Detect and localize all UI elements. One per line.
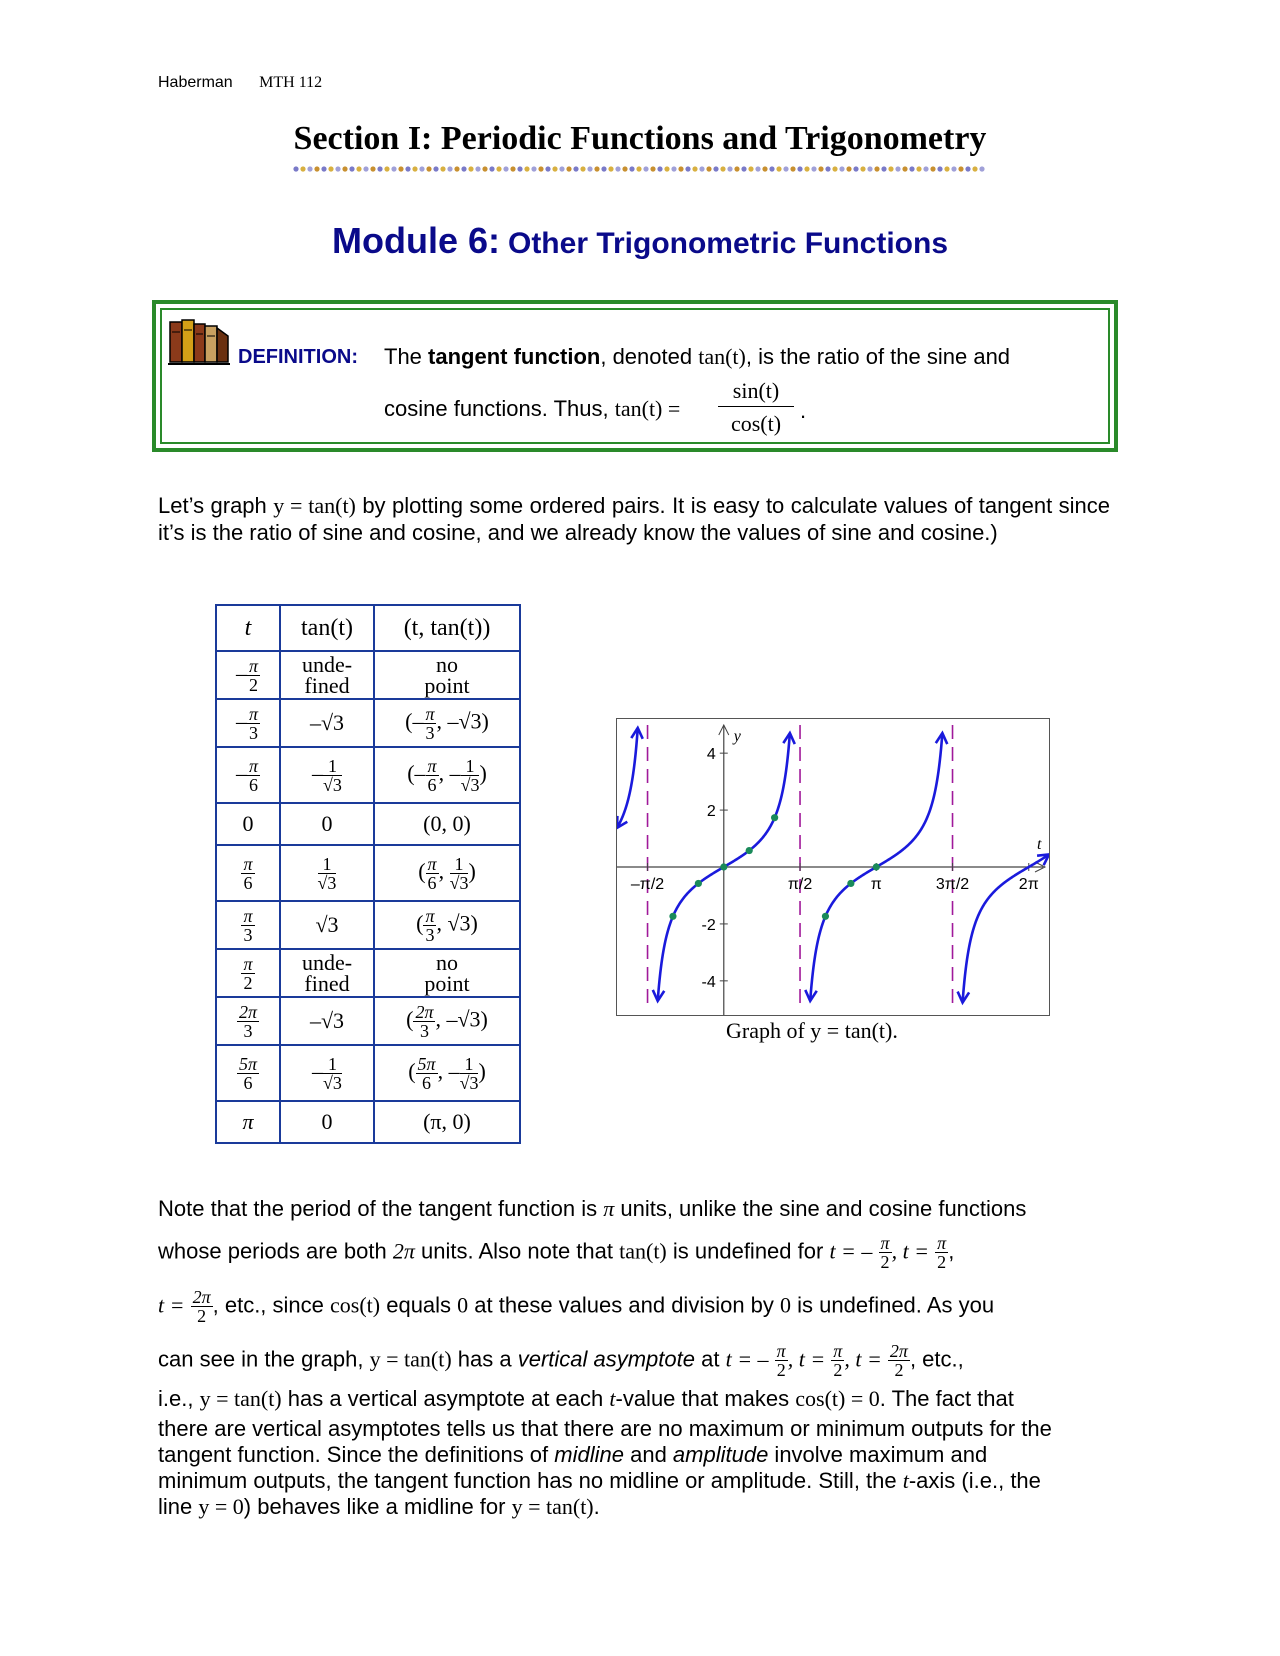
notes-line: minimum outputs, the tangent function has no midline or amplitude. Still, the t-axis (i.e., the — [158, 1468, 1041, 1493]
x-axis-label: t — [1037, 836, 1042, 853]
notes-line: can see in the graph, y = tan(t) has a vertical asymptote at t = – $\frac{\pi}{2}$ , t = $\frac{\pi}{2}$ , t = $\frac{2\pi}{2}$ , etc., — [158, 1341, 964, 1380]
table-row: $\frac{5\pi}{6}$ – $\frac{1}{√3}$ ( $\frac{5\pi}{6}$ , – $\frac{1}{√3}$ ) — [216, 1045, 520, 1101]
notes-line: line y = 0) behaves like a midline for y = tan(t). — [158, 1494, 600, 1519]
data-point — [695, 880, 702, 887]
x-tick-label: 2π — [1018, 876, 1039, 893]
data-point — [873, 863, 880, 870]
fraction-denominator: cos(t) — [730, 411, 782, 436]
notes-line: whose periods are both 2π units. Also note that tan(t) is undefined for t = – $\frac{\pi}{2}$ , t = $\frac{\pi}{2}$ , — [158, 1233, 955, 1272]
definition-text-2: , denoted — [600, 344, 699, 369]
table-row: $\frac{\pi}{2}$ unde- fined no point — [216, 949, 520, 997]
table-row: 0 0 (0, 0) — [216, 803, 520, 845]
definition-line-1 — [384, 344, 1010, 370]
data-point — [847, 880, 854, 887]
x-tick-label: –π/2 — [630, 876, 665, 893]
x-tick-label: π/2 — [787, 876, 813, 893]
table-row: π 0 (π, 0) — [216, 1101, 520, 1143]
table-row: $\frac{\pi}{6}$ $\frac{1}{√3}$ ( $\frac{\pi}{6}$ , $\frac{1}{√3}$ ) — [216, 845, 520, 901]
table-row: – $\frac{\pi}{2}$ unde- fined no point — [216, 651, 520, 699]
table-row: – $\frac{\pi}{3}$ –√3 (– $\frac{\pi}{3}$ , –√3) — [216, 699, 520, 747]
definition-text-4: cosine functions. Thus, — [384, 396, 615, 421]
definition-line-2 — [384, 396, 680, 422]
tangent-plot — [617, 719, 1049, 1015]
intro-paragraph — [158, 492, 1110, 546]
y-tick-label: -2 — [701, 916, 716, 934]
intro-text-2: by plotting some ordered pairs. It is easy to calculate values of tangent since it’s is the ratio of sine and cosine, and we already know the values of sine and cosine.) — [158, 493, 1110, 545]
table-row: $\frac{2\pi}{3}$ –√3 ( $\frac{2\pi}{3}$ , –√3) — [216, 997, 520, 1045]
intro-math: y = tan(t) — [273, 493, 356, 518]
module-title — [0, 220, 1280, 262]
notes-line: Note that the period of the tangent function is π units, unlike the sine and cosine functions — [158, 1196, 1027, 1221]
notes-line: tangent function. Since the definitions of midline and amplitude involve maximum and — [158, 1442, 988, 1467]
definition-box — [152, 300, 1118, 452]
module-number: Module 6: — [331, 220, 500, 261]
header-tan: tan(t) — [280, 605, 374, 651]
data-point — [771, 814, 778, 821]
data-point — [746, 847, 753, 854]
decorative-divider — [292, 164, 988, 174]
graph-caption: Graph of y = tan(t). — [726, 1018, 898, 1043]
fraction-numerator: sin(t) — [718, 378, 794, 407]
x-tick-label: 3π/2 — [935, 876, 970, 893]
table-row: $\frac{\pi}{3}$ √3 ( $\frac{\pi}{3}$ , √3) — [216, 901, 520, 949]
page-header — [158, 74, 344, 92]
header-t: t — [216, 605, 280, 651]
header-pair: (t, tan(t)) — [374, 605, 520, 651]
intro-text-1: Let’s graph — [158, 493, 274, 518]
module-name: Other Trigonometric Functions — [507, 227, 949, 260]
data-point — [669, 913, 676, 920]
x-tick-label: π — [870, 876, 882, 893]
y-tick-label: 4 — [706, 746, 716, 764]
data-point — [720, 863, 727, 870]
definition-text-3: , is the ratio of the sine and — [745, 344, 1011, 369]
notes-line: t = $\frac{2\pi}{2}$ , etc., since cos(t) equals 0 at these values and division by 0 is undefined. As you — [158, 1287, 995, 1326]
definition-math-2: tan(t) = — [614, 396, 681, 421]
values-table — [215, 604, 521, 1144]
definition-text-1: The — [384, 344, 429, 369]
table-row: – $\frac{\pi}{6}$ – $\frac{1}{√3}$ (– $\frac{\pi}{6}$ , – $\frac{1}{√3}$ ) — [216, 747, 520, 803]
tangent-graph — [616, 718, 1050, 1016]
notes-line: there are vertical asymptotes tells us that there are no maximum or minimum outputs for the — [158, 1416, 1052, 1441]
y-axis-label: y — [733, 728, 741, 745]
definition-label: DEFINITION: — [238, 346, 358, 368]
books-icon — [166, 312, 234, 370]
data-point — [822, 913, 829, 920]
definition-term: tangent function — [428, 344, 601, 369]
definition-fraction — [718, 378, 794, 437]
definition-math-1: tan(t) — [698, 344, 746, 369]
y-tick-label: 2 — [706, 803, 716, 821]
course-code: MTH 112 — [259, 74, 323, 91]
y-tick-label: -4 — [701, 973, 716, 991]
section-title: Section I: Periodic Functions and Trigonometry — [293, 120, 987, 157]
notes-line: i.e., y = tan(t) has a vertical asymptote at each t-value that makes cos(t) = 0. The fact that — [158, 1386, 1014, 1411]
tangent-curve-branch — [617, 728, 638, 828]
author-name: Haberman — [158, 74, 233, 91]
table-header-row — [216, 605, 520, 651]
